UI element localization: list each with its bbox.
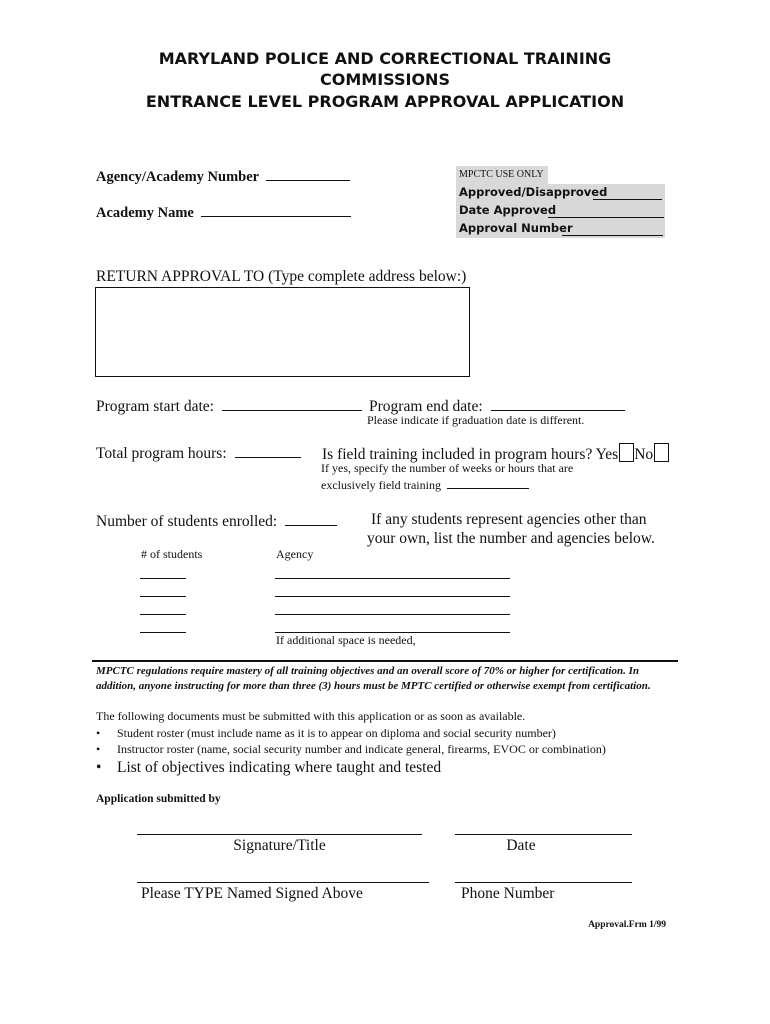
- bullet-icon: •: [96, 759, 102, 776]
- agency-blank-2[interactable]: [275, 596, 510, 597]
- bullet-icon: •: [96, 742, 101, 756]
- total-hours-label: Total program hours:: [96, 445, 227, 462]
- documents-list: [94, 725, 694, 778]
- field-training-blank[interactable]: [447, 478, 529, 489]
- title-line-3: ENTRANCE LEVEL PROGRAM APPROVAL APPLICATION: [145, 92, 625, 111]
- program-start-field[interactable]: [96, 396, 362, 416]
- agency-blank-1[interactable]: [275, 578, 510, 579]
- other-agencies-note-1: If any students represent agencies other than: [371, 511, 647, 528]
- mpctc-use-only-header: MPCTC USE ONLY: [456, 166, 548, 184]
- academy-name-blank[interactable]: [201, 202, 351, 217]
- signature-title-label: Signature/Title: [233, 837, 326, 854]
- total-hours-blank[interactable]: [235, 443, 301, 458]
- academy-name-field[interactable]: [96, 202, 351, 222]
- field-training-note-1: If yes, specify the number of weeks or hours that are: [321, 461, 574, 475]
- date-approved-label: Date Approved: [459, 203, 557, 217]
- students-count-blank-4[interactable]: [140, 632, 186, 633]
- students-count-blank-3[interactable]: [140, 614, 186, 615]
- agency-number-blank[interactable]: [266, 166, 350, 181]
- program-end-blank[interactable]: [491, 396, 625, 411]
- agency-blank-3[interactable]: [275, 614, 510, 615]
- phone-number-label: Phone Number: [461, 885, 555, 902]
- academy-name-label: Academy Name: [96, 205, 194, 221]
- phone-blank[interactable]: [455, 882, 632, 883]
- other-agencies-note-2: your own, list the number and agencies below.: [367, 530, 655, 547]
- program-start-label: Program start date:: [96, 398, 214, 415]
- no-label: No: [634, 446, 654, 463]
- program-start-blank[interactable]: [222, 396, 362, 411]
- document-item-objectives: • List of objectives indicating where taught and tested: [96, 759, 442, 776]
- typed-name-blank[interactable]: [137, 882, 429, 883]
- typed-name-label: Please TYPE Named Signed Above: [141, 885, 363, 902]
- additional-space-note: If additional space is needed,: [276, 633, 416, 647]
- program-end-label: Program end date:: [369, 398, 483, 415]
- signature-blank[interactable]: [137, 834, 422, 835]
- graduation-date-note: Please indicate if graduation date is different.: [367, 413, 585, 427]
- students-count-blank-2[interactable]: [140, 596, 186, 597]
- approved-disapproved-label: Approved/Disapproved: [459, 185, 608, 199]
- field-training-note-2: exclusively field training: [321, 478, 441, 492]
- date-label: Date: [506, 837, 536, 854]
- documents-intro: The following documents must be submitted with this application or as soon as available.: [96, 709, 526, 723]
- approved-blank: [593, 199, 662, 200]
- col-students-header: # of students: [141, 547, 203, 561]
- bullet-icon: •: [96, 726, 101, 740]
- yes-checkbox[interactable]: [619, 443, 634, 462]
- document-item-student-roster: • Student roster (must include name as it is to appear on diploma and social security number): [96, 726, 556, 740]
- approval-number-blank: [562, 235, 663, 236]
- field-training-question-text: Is field training included in program hours? Yes: [322, 446, 619, 463]
- students-enrolled-label: Number of students enrolled:: [96, 513, 278, 530]
- approval-number-label: Approval Number: [459, 221, 573, 235]
- application-submitted-label: Application submitted by: [96, 793, 221, 805]
- students-enrolled-field[interactable]: [96, 511, 337, 531]
- return-address-box[interactable]: [95, 287, 470, 377]
- date-blank[interactable]: [455, 834, 632, 835]
- document-item-instructor-roster: • Instructor roster (name, social security number and indicate general, firearms, EVOC or combination): [96, 742, 606, 756]
- regulation-divider: [92, 660, 678, 662]
- regulation-note: MPCTC regulations require mastery of all training objectives and an overall score of 70% or higher for certification. In addition, anyone instructing for more than three (3) hours must be MPTC certified or otherwise exempt from certification.: [96, 665, 651, 692]
- return-approval-label: RETURN APPROVAL TO (Type complete address below:): [96, 268, 467, 285]
- field-training-note-2-row[interactable]: [321, 478, 529, 493]
- total-hours-field[interactable]: [96, 443, 301, 463]
- col-agency-header: Agency: [276, 547, 314, 561]
- students-enrolled-blank[interactable]: [285, 511, 337, 526]
- form-footer: Approval.Frm 1/99: [588, 920, 666, 930]
- agency-number-field[interactable]: [96, 166, 350, 186]
- students-count-blank-1[interactable]: [140, 578, 186, 579]
- mpctc-use-only-box: [456, 184, 665, 238]
- no-checkbox[interactable]: [654, 443, 669, 462]
- title-line-1: MARYLAND POLICE AND CORRECTIONAL TRAINING: [158, 49, 612, 68]
- date-approved-blank: [548, 217, 664, 218]
- agency-number-label: Agency/Academy Number: [96, 169, 259, 185]
- title-line-2: COMMISSIONS: [320, 70, 450, 89]
